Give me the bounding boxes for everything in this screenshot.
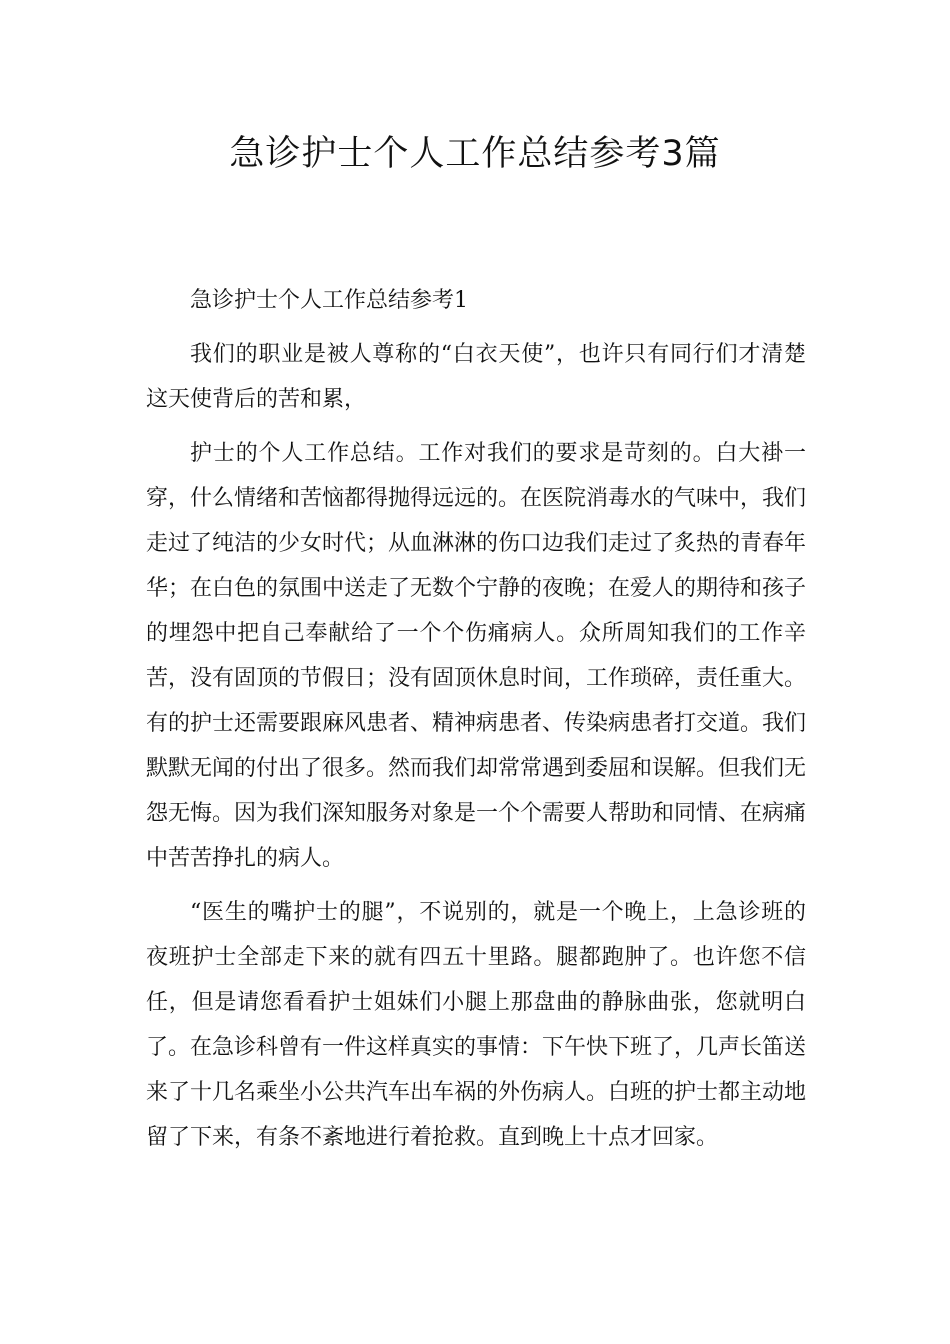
document-body — [146, 278, 806, 1169]
paragraph-work-demands: 护士的个人工作总结。工作对我们的要求是苛刻的。白大褂一穿，什么情绪和苦恼都得抛得远远的。在医院消毒水的气味中，我们走过了纯洁的少女时代；从血淋淋的伤口边我们走过了炙热的青春年华；在白色的氛围中送走了无数个宁静的夜晚；在爱人的期待和孩子的埋怨中把自己奉献给了一个个伤痛病人。众所周知我们的工作辛苦，没有固顶的节假日；没有固顶休息时间，工作琐碎，责任重大。有的护士还需要跟麻风患者、精神病患者、传染病患者打交道。我们默默无闻的付出了很多。然而我们却常常遇到委屈和误解。但我们无怨无悔。因为我们深知服务对象是一个个需要人帮助和同情、在病痛中苦苦挣扎的病人。 — [146, 441, 807, 871]
paragraph-intro: 我们的职业是被人尊称的“白衣天使”，也许只有同行们才清楚这天使背后的苦和累， — [146, 342, 806, 412]
paragraph-emergency-story: “医生的嘴护士的腿”，不说别的，就是一个晚上，上急诊班的夜班护士全部走下来的就有四五十里路。腿都跑肿了。也许您不信任，但是请您看看护士姐妹们小腿上那盘曲的静脉曲张，您就明白了。在急诊科曾有一件这样真实的事情：下午快下班了，几声长笛送来了十几名乘坐小公共汽车出车祸的外伤病人。白班的护士都主动地留了下来，有条不紊地进行着抢救。直到晚上十点才回家。 — [146, 900, 807, 1150]
section-heading: 急诊护士个人工作总结参考1 — [190, 288, 468, 313]
document-title: 急诊护士个人工作总结参考3篇 — [229, 134, 721, 174]
